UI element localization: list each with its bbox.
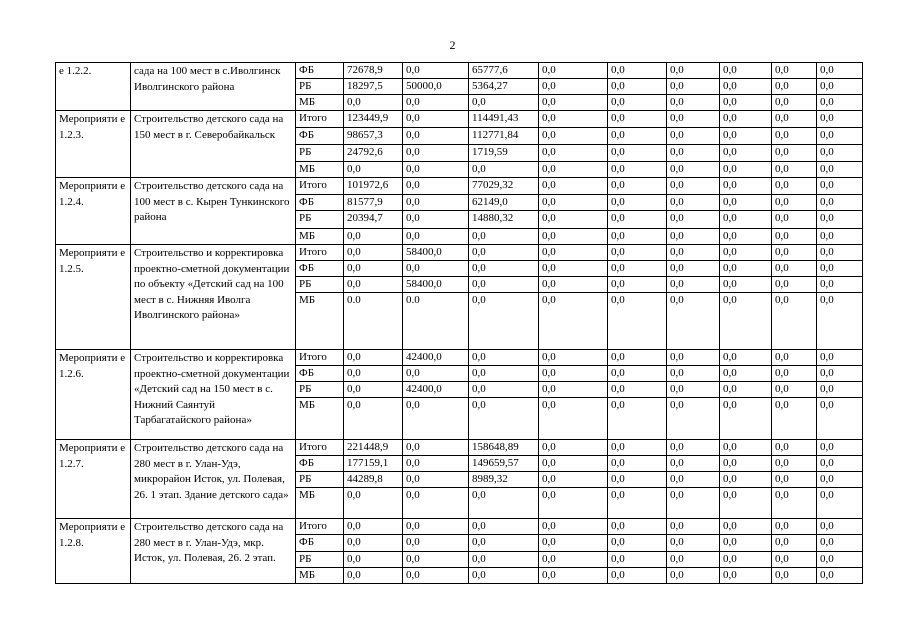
measure-name: Строительство детского сада на 280 мест в г. Улан-Удэ, мкр. Исток, ул. Полевая, 26. 2 этап. — [131, 519, 296, 584]
value-cell: 0,0 — [817, 211, 863, 229]
value-cell: 0,0 — [772, 111, 817, 128]
value-cell: 0,0 — [344, 552, 403, 568]
value-cell: 0,0 — [720, 366, 772, 382]
funding-source: МБ — [296, 293, 344, 350]
value-cell: 101972,6 — [344, 178, 403, 195]
value-cell: 0,0 — [817, 63, 863, 79]
value-cell: 0,0 — [539, 366, 608, 382]
funding-source: ФБ — [296, 63, 344, 79]
value-cell: 0,0 — [817, 128, 863, 145]
value-cell: 0,0 — [817, 178, 863, 195]
measure-name: Строительство детского сада на 150 мест в г. Северобайкальск — [131, 111, 296, 178]
measure-code: Мероприяти е 1.2.3. — [56, 111, 131, 178]
value-cell: 0,0 — [817, 350, 863, 366]
value-cell: 0,0 — [667, 178, 720, 195]
value-cell: 0,0 — [344, 366, 403, 382]
funding-source: МБ — [296, 568, 344, 584]
funding-source: Итого — [296, 111, 344, 128]
funding-source: ФБ — [296, 261, 344, 277]
value-cell: 42400,0 — [403, 382, 469, 398]
value-cell: 0,0 — [817, 535, 863, 552]
value-cell: 0,0 — [539, 350, 608, 366]
value-cell: 0,0 — [667, 261, 720, 277]
table-row — [56, 111, 863, 128]
value-cell: 0,0 — [469, 382, 539, 398]
value-cell: 0,0 — [667, 277, 720, 293]
value-cell: 0,0 — [608, 145, 667, 162]
value-cell: 0,0 — [817, 488, 863, 519]
value-cell: 44289,8 — [344, 472, 403, 488]
value-cell: 0,0 — [344, 229, 403, 245]
funding-source: РБ — [296, 472, 344, 488]
funding-source: ФБ — [296, 128, 344, 145]
value-cell: 0,0 — [608, 63, 667, 79]
funding-source: МБ — [296, 488, 344, 519]
value-cell: 0,0 — [469, 277, 539, 293]
value-cell: 58400,0 — [403, 277, 469, 293]
value-cell: 0,0 — [403, 456, 469, 472]
value-cell: 0,0 — [403, 535, 469, 552]
value-cell: 0,0 — [608, 382, 667, 398]
value-cell: 0,0 — [344, 95, 403, 111]
value-cell: 0,0 — [403, 111, 469, 128]
value-cell: 0,0 — [469, 95, 539, 111]
value-cell: 0,0 — [772, 63, 817, 79]
value-cell: 0,0 — [667, 162, 720, 178]
value-cell: 0,0 — [469, 519, 539, 535]
value-cell: 0,0 — [403, 195, 469, 211]
value-cell: 0,0 — [817, 79, 863, 95]
funding-source: ФБ — [296, 456, 344, 472]
value-cell: 0,0 — [539, 261, 608, 277]
measure-name: Строительство детского сада на 100 мест в с. Кырен Тункинского района — [131, 178, 296, 245]
measure-code: Мероприяти е 1.2.5. — [56, 245, 131, 350]
table-row — [56, 519, 863, 535]
value-cell: 0,0 — [667, 472, 720, 488]
value-cell: 0,0 — [403, 63, 469, 79]
value-cell: 0,0 — [608, 472, 667, 488]
funding-source: РБ — [296, 277, 344, 293]
table-row — [56, 350, 863, 366]
value-cell: 0,0 — [539, 293, 608, 350]
value-cell: 0,0 — [469, 350, 539, 366]
value-cell: 0,0 — [608, 111, 667, 128]
value-cell: 0,0 — [772, 568, 817, 584]
value-cell: 0,0 — [608, 79, 667, 95]
value-cell: 0,0 — [539, 277, 608, 293]
value-cell: 77029,32 — [469, 178, 539, 195]
measure-code: Мероприяти е 1.2.7. — [56, 440, 131, 519]
value-cell: 0,0 — [720, 195, 772, 211]
value-cell: 0,0 — [608, 178, 667, 195]
value-cell: 0,0 — [817, 472, 863, 488]
table-row — [56, 440, 863, 456]
value-cell: 0,0 — [772, 95, 817, 111]
value-cell: 0,0 — [817, 245, 863, 261]
value-cell: 72678,9 — [344, 63, 403, 79]
value-cell: 0,0 — [817, 366, 863, 382]
value-cell: 0,0 — [667, 382, 720, 398]
value-cell: 0,0 — [608, 535, 667, 552]
value-cell: 0,0 — [817, 398, 863, 440]
value-cell: 0,0 — [667, 211, 720, 229]
funding-source: МБ — [296, 95, 344, 111]
funding-source: Итого — [296, 519, 344, 535]
value-cell: 0,0 — [344, 398, 403, 440]
value-cell: 0,0 — [608, 162, 667, 178]
value-cell: 0,0 — [772, 382, 817, 398]
funding-source: МБ — [296, 398, 344, 440]
value-cell: 0,0 — [817, 111, 863, 128]
value-cell: 0,0 — [720, 111, 772, 128]
measure-code: е 1.2.2. — [56, 63, 131, 111]
measure-code: Мероприяти е 1.2.8. — [56, 519, 131, 584]
table-row — [56, 245, 863, 261]
value-cell: 0,0 — [403, 488, 469, 519]
value-cell: 0,0 — [772, 277, 817, 293]
value-cell: 0,0 — [608, 519, 667, 535]
value-cell: 0,0 — [539, 535, 608, 552]
value-cell: 0,0 — [403, 472, 469, 488]
value-cell: 0,0 — [539, 211, 608, 229]
value-cell: 0,0 — [720, 63, 772, 79]
value-cell: 112771,84 — [469, 128, 539, 145]
value-cell: 0,0 — [720, 95, 772, 111]
funding-source: Итого — [296, 350, 344, 366]
value-cell: 0,0 — [667, 229, 720, 245]
value-cell: 0,0 — [403, 261, 469, 277]
value-cell: 0,0 — [403, 519, 469, 535]
value-cell: 62149,0 — [469, 195, 539, 211]
value-cell: 0,0 — [667, 456, 720, 472]
value-cell: 0,0 — [403, 552, 469, 568]
value-cell: 114491,43 — [469, 111, 539, 128]
value-cell: 1719,59 — [469, 145, 539, 162]
value-cell: 0,0 — [539, 111, 608, 128]
funding-source: Итого — [296, 440, 344, 456]
value-cell: 0,0 — [539, 568, 608, 584]
value-cell: 0,0 — [772, 229, 817, 245]
value-cell: 0,0 — [720, 519, 772, 535]
value-cell: 0,0 — [344, 519, 403, 535]
value-cell: 0,0 — [539, 145, 608, 162]
value-cell: 0,0 — [344, 382, 403, 398]
funding-source: ФБ — [296, 195, 344, 211]
value-cell: 0.0 — [344, 293, 403, 350]
value-cell: 0,0 — [469, 261, 539, 277]
value-cell: 0,0 — [772, 261, 817, 277]
value-cell: 0,0 — [608, 488, 667, 519]
value-cell: 5364,27 — [469, 79, 539, 95]
funding-source: Итого — [296, 245, 344, 261]
funding-source: РБ — [296, 382, 344, 398]
value-cell: 0,0 — [817, 195, 863, 211]
value-cell: 0,0 — [720, 440, 772, 456]
value-cell: 0,0 — [817, 162, 863, 178]
funding-source: МБ — [296, 162, 344, 178]
value-cell: 14880,32 — [469, 211, 539, 229]
table-row — [56, 178, 863, 195]
value-cell: 0,0 — [469, 229, 539, 245]
value-cell: 58400,0 — [403, 245, 469, 261]
value-cell: 0,0 — [772, 440, 817, 456]
value-cell: 0,0 — [608, 245, 667, 261]
value-cell: 0,0 — [720, 79, 772, 95]
value-cell: 0,0 — [720, 398, 772, 440]
value-cell: 0,0 — [817, 456, 863, 472]
value-cell: 0,0 — [667, 366, 720, 382]
value-cell: 0,0 — [720, 261, 772, 277]
value-cell: 0,0 — [403, 398, 469, 440]
value-cell: 0,0 — [403, 178, 469, 195]
value-cell: 0,0 — [817, 229, 863, 245]
value-cell: 0,0 — [539, 63, 608, 79]
value-cell: 0,0 — [667, 568, 720, 584]
value-cell: 0,0 — [772, 178, 817, 195]
value-cell: 0,0 — [403, 95, 469, 111]
value-cell: 0,0 — [720, 229, 772, 245]
value-cell: 0,0 — [817, 277, 863, 293]
value-cell: 0,0 — [608, 568, 667, 584]
value-cell: 0,0 — [539, 472, 608, 488]
value-cell: 0,0 — [469, 366, 539, 382]
value-cell: 158648,89 — [469, 440, 539, 456]
funding-source: ФБ — [296, 535, 344, 552]
budget-table — [55, 62, 863, 584]
value-cell: 0,0 — [720, 350, 772, 366]
value-cell: 0,0 — [817, 519, 863, 535]
value-cell: 0,0 — [469, 398, 539, 440]
value-cell: 0,0 — [469, 488, 539, 519]
value-cell: 0,0 — [469, 245, 539, 261]
funding-source: РБ — [296, 145, 344, 162]
measure-name: сада на 100 мест в с.Иволгинск Иволгинского района — [131, 63, 296, 111]
value-cell: 0,0 — [539, 178, 608, 195]
value-cell: 0,0 — [608, 456, 667, 472]
value-cell: 0,0 — [539, 95, 608, 111]
value-cell: 0,0 — [469, 568, 539, 584]
value-cell: 0,0 — [720, 277, 772, 293]
value-cell: 0,0 — [772, 293, 817, 350]
funding-source: ФБ — [296, 366, 344, 382]
value-cell: 0,0 — [720, 488, 772, 519]
value-cell: 81577,9 — [344, 195, 403, 211]
value-cell: 0,0 — [403, 145, 469, 162]
value-cell: 0,0 — [720, 382, 772, 398]
value-cell: 0,0 — [608, 552, 667, 568]
value-cell: 0,0 — [608, 440, 667, 456]
value-cell: 0,0 — [469, 552, 539, 568]
value-cell: 24792,6 — [344, 145, 403, 162]
value-cell: 0,0 — [403, 162, 469, 178]
value-cell: 0,0 — [720, 145, 772, 162]
value-cell: 0,0 — [608, 366, 667, 382]
value-cell: 0,0 — [403, 440, 469, 456]
value-cell: 0,0 — [344, 488, 403, 519]
value-cell: 0,0 — [817, 261, 863, 277]
value-cell: 8989,32 — [469, 472, 539, 488]
value-cell: 0,0 — [344, 162, 403, 178]
value-cell: 0,0 — [720, 211, 772, 229]
value-cell: 0,0 — [608, 229, 667, 245]
value-cell: 0,0 — [469, 535, 539, 552]
value-cell: 0,0 — [608, 293, 667, 350]
value-cell: 0,0 — [539, 552, 608, 568]
value-cell: 0,0 — [403, 128, 469, 145]
value-cell: 0,0 — [667, 95, 720, 111]
value-cell: 0,0 — [608, 211, 667, 229]
value-cell: 0,0 — [772, 519, 817, 535]
value-cell: 0,0 — [539, 79, 608, 95]
value-cell: 0,0 — [817, 440, 863, 456]
value-cell: 0,0 — [772, 162, 817, 178]
value-cell: 0,0 — [469, 293, 539, 350]
value-cell: 0,0 — [772, 211, 817, 229]
value-cell: 0,0 — [667, 519, 720, 535]
value-cell: 0,0 — [539, 440, 608, 456]
value-cell: 0,0 — [539, 128, 608, 145]
value-cell: 0,0 — [608, 398, 667, 440]
value-cell: 0,0 — [403, 366, 469, 382]
value-cell: 0,0 — [667, 350, 720, 366]
value-cell: 0,0 — [720, 456, 772, 472]
value-cell: 0,0 — [772, 472, 817, 488]
value-cell: 0,0 — [344, 277, 403, 293]
value-cell: 0,0 — [772, 552, 817, 568]
value-cell: 0,0 — [469, 162, 539, 178]
funding-source: РБ — [296, 79, 344, 95]
value-cell: 0,0 — [667, 145, 720, 162]
value-cell: 149659,57 — [469, 456, 539, 472]
value-cell: 0,0 — [608, 95, 667, 111]
value-cell: 0,0 — [608, 261, 667, 277]
value-cell: 0,0 — [772, 128, 817, 145]
funding-source: МБ — [296, 229, 344, 245]
value-cell: 18297,5 — [344, 79, 403, 95]
value-cell: 0,0 — [539, 162, 608, 178]
value-cell: 0,0 — [344, 568, 403, 584]
value-cell: 0,0 — [608, 277, 667, 293]
value-cell: 0,0 — [720, 568, 772, 584]
value-cell: 0,0 — [539, 488, 608, 519]
measure-name: Строительство детского сада на 280 мест в г. Улан-Удэ, микрорайон Исток, ул. Полевая, 26. 1 этап. Здание детского сада» — [131, 440, 296, 519]
value-cell: 0,0 — [539, 229, 608, 245]
value-cell: 0,0 — [772, 535, 817, 552]
value-cell: 0,0 — [667, 293, 720, 350]
measure-code: Мероприяти е 1.2.4. — [56, 178, 131, 245]
funding-source: РБ — [296, 211, 344, 229]
value-cell: 0,0 — [667, 245, 720, 261]
value-cell: 0,0 — [817, 382, 863, 398]
table-row — [56, 63, 863, 79]
value-cell: 0,0 — [667, 440, 720, 456]
value-cell: 0,0 — [539, 245, 608, 261]
value-cell: 0,0 — [817, 293, 863, 350]
page-number: 2 — [449, 38, 456, 52]
value-cell: 0,0 — [720, 472, 772, 488]
value-cell: 0,0 — [667, 195, 720, 211]
value-cell: 0,0 — [720, 128, 772, 145]
value-cell: 0,0 — [344, 350, 403, 366]
value-cell: 0,0 — [667, 552, 720, 568]
value-cell: 20394,7 — [344, 211, 403, 229]
value-cell: 0,0 — [539, 382, 608, 398]
value-cell: 0,0 — [667, 535, 720, 552]
value-cell: 177159,1 — [344, 456, 403, 472]
value-cell: 42400,0 — [403, 350, 469, 366]
value-cell: 98657,3 — [344, 128, 403, 145]
value-cell: 123449,9 — [344, 111, 403, 128]
value-cell: 0,0 — [667, 111, 720, 128]
value-cell: 0,0 — [772, 79, 817, 95]
value-cell: 0,0 — [720, 552, 772, 568]
measure-name: Строительство и корректировка проектно-сметной документации «Детский сад на 150 мест в с. Нижний Саянтуй Тарбагатайского района» — [131, 350, 296, 440]
value-cell: 221448,9 — [344, 440, 403, 456]
value-cell: 0,0 — [720, 293, 772, 350]
value-cell: 0,0 — [403, 568, 469, 584]
value-cell: 0,0 — [772, 145, 817, 162]
value-cell: 0,0 — [667, 79, 720, 95]
value-cell: 0,0 — [720, 178, 772, 195]
value-cell: 0,0 — [608, 350, 667, 366]
value-cell: 0,0 — [817, 568, 863, 584]
value-cell: 0,0 — [772, 366, 817, 382]
value-cell: 0,0 — [772, 245, 817, 261]
value-cell: 0,0 — [539, 519, 608, 535]
value-cell: 0,0 — [667, 63, 720, 79]
value-cell: 0,0 — [539, 398, 608, 440]
value-cell: 0,0 — [772, 488, 817, 519]
value-cell: 0,0 — [539, 456, 608, 472]
value-cell: 0,0 — [772, 350, 817, 366]
value-cell: 0,0 — [772, 398, 817, 440]
value-cell: 50000,0 — [403, 79, 469, 95]
value-cell: 0,0 — [817, 145, 863, 162]
value-cell: 0,0 — [403, 229, 469, 245]
value-cell: 0,0 — [772, 195, 817, 211]
value-cell: 0,0 — [667, 488, 720, 519]
value-cell: 0,0 — [720, 535, 772, 552]
value-cell: 0,0 — [344, 245, 403, 261]
value-cell: 0,0 — [344, 261, 403, 277]
value-cell: 0,0 — [772, 456, 817, 472]
value-cell: 0,0 — [667, 398, 720, 440]
value-cell: 0,0 — [539, 195, 608, 211]
value-cell: 0,0 — [667, 128, 720, 145]
value-cell: 0,0 — [403, 211, 469, 229]
measure-name: Строительство и корректировка проектно-сметной документации по объекту «Детский сад на 100 мест в с. Нижняя Иволга Иволгинского района» — [131, 245, 296, 350]
value-cell: 0,0 — [608, 195, 667, 211]
value-cell: 0,0 — [817, 552, 863, 568]
value-cell: 0,0 — [344, 535, 403, 552]
value-cell: 0,0 — [720, 162, 772, 178]
value-cell: 0,0 — [817, 95, 863, 111]
measure-code: Мероприяти е 1.2.6. — [56, 350, 131, 440]
funding-source: РБ — [296, 552, 344, 568]
value-cell: 65777,6 — [469, 63, 539, 79]
value-cell: 0,0 — [720, 245, 772, 261]
value-cell: 0.0 — [403, 293, 469, 350]
funding-source: Итого — [296, 178, 344, 195]
value-cell: 0,0 — [608, 128, 667, 145]
